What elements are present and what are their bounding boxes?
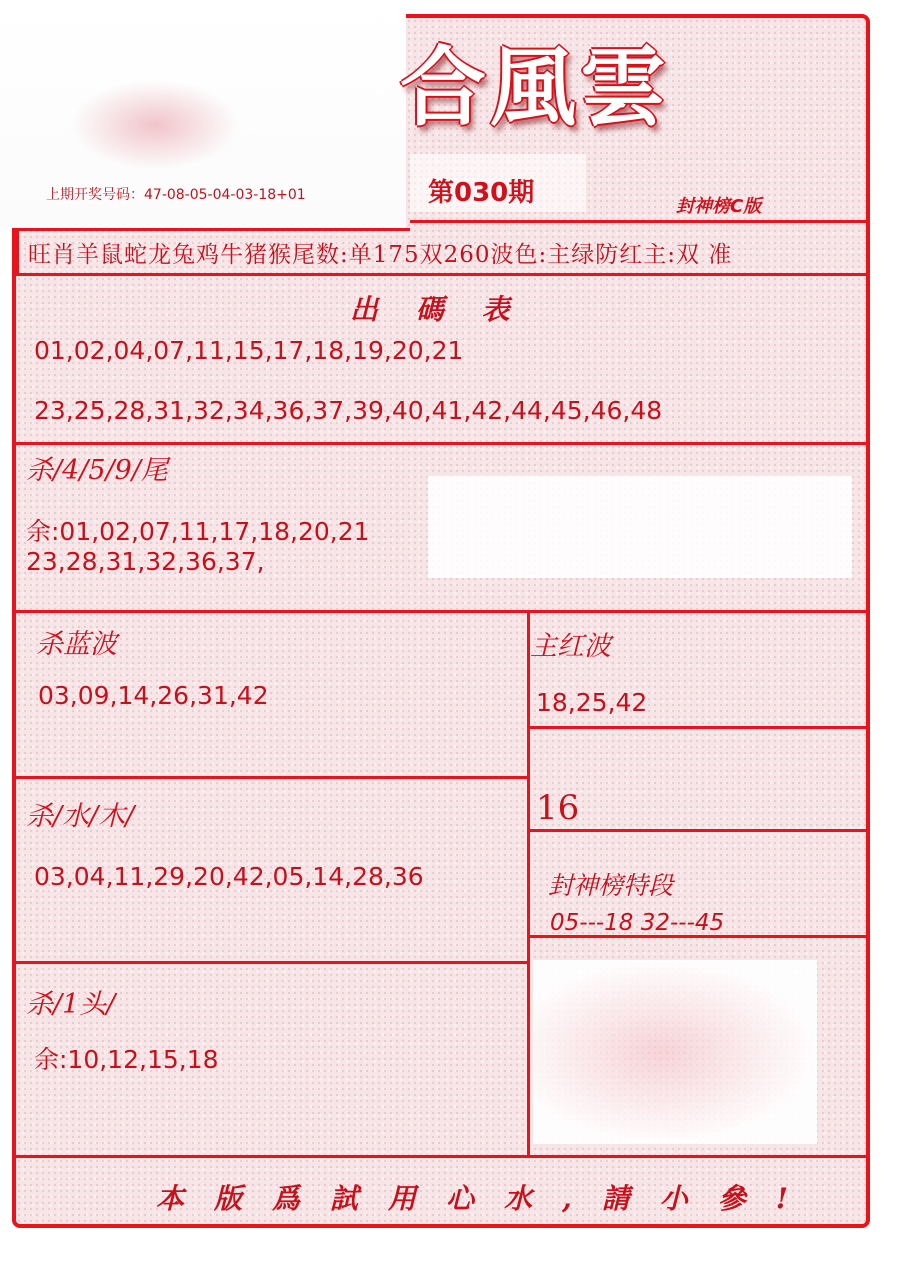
zodiac-line: 旺肖羊鼠蛇龙兔鸡牛猪猴尾数:单175双260波色:主绿防红主:双 准 bbox=[28, 242, 733, 268]
main-red-label: 主红波 bbox=[530, 631, 611, 662]
divider-table bbox=[16, 442, 866, 445]
divider-red bbox=[528, 726, 866, 729]
divider-tails bbox=[16, 610, 866, 613]
border-left-upper bbox=[16, 228, 19, 275]
kill-head-label: 杀/1头/ bbox=[26, 989, 116, 1020]
number-table-heading: 出 碼 表 bbox=[350, 293, 524, 326]
kill-tails-line-1: 余:01,02,07,11,17,18,20,21 bbox=[26, 517, 370, 546]
issue-number: 第030期 bbox=[428, 178, 535, 208]
divider-single bbox=[528, 829, 866, 832]
kill-blue-numbers: 03,09,14,26,31,42 bbox=[38, 681, 269, 710]
number-table-row-1: 01,02,04,07,11,15,17,18,19,20,21 bbox=[34, 336, 464, 365]
divider-header bbox=[410, 220, 866, 223]
kill-elements-label: 杀/水/木/ bbox=[26, 801, 135, 832]
edition-label: 封神榜C版 bbox=[676, 196, 762, 217]
single-number: 16 bbox=[536, 788, 580, 828]
kill-tails-line-2: 23,28,31,32,36,37, bbox=[26, 547, 265, 576]
number-table-row-2: 23,25,28,31,32,34,36,37,39,40,41,42,44,45,46,48 bbox=[34, 396, 663, 425]
masked-area-right bbox=[428, 476, 852, 578]
masthead-title: 合風雲 bbox=[400, 37, 670, 138]
divider-elements bbox=[16, 961, 528, 964]
kill-elements-numbers: 03,04,11,29,20,42,05,14,28,36 bbox=[34, 862, 424, 891]
masked-area-lower-right bbox=[533, 960, 817, 1144]
divider-blue bbox=[16, 776, 528, 779]
divider-vertical bbox=[527, 612, 530, 1156]
kill-tails-label: 杀/4/5/9/尾 bbox=[26, 455, 168, 486]
kill-head-numbers: 余:10,12,15,18 bbox=[34, 1045, 219, 1074]
kill-blue-label: 杀蓝波 bbox=[36, 629, 117, 660]
masked-logo-smudge bbox=[70, 80, 240, 170]
divider-footer bbox=[16, 1155, 866, 1158]
special-ranges: 05---18 32---45 bbox=[550, 910, 725, 936]
main-red-numbers: 18,25,42 bbox=[536, 688, 648, 717]
footer-slogan: 本版爲試用心水,請小參! bbox=[156, 1182, 819, 1215]
last-draw-numbers: 上期开奖号码：47-08-05-04-03-18+01 bbox=[46, 187, 306, 203]
divider-zodiac bbox=[16, 273, 866, 276]
special-label: 封神榜特段 bbox=[548, 871, 674, 900]
divider-header-left bbox=[16, 228, 410, 231]
